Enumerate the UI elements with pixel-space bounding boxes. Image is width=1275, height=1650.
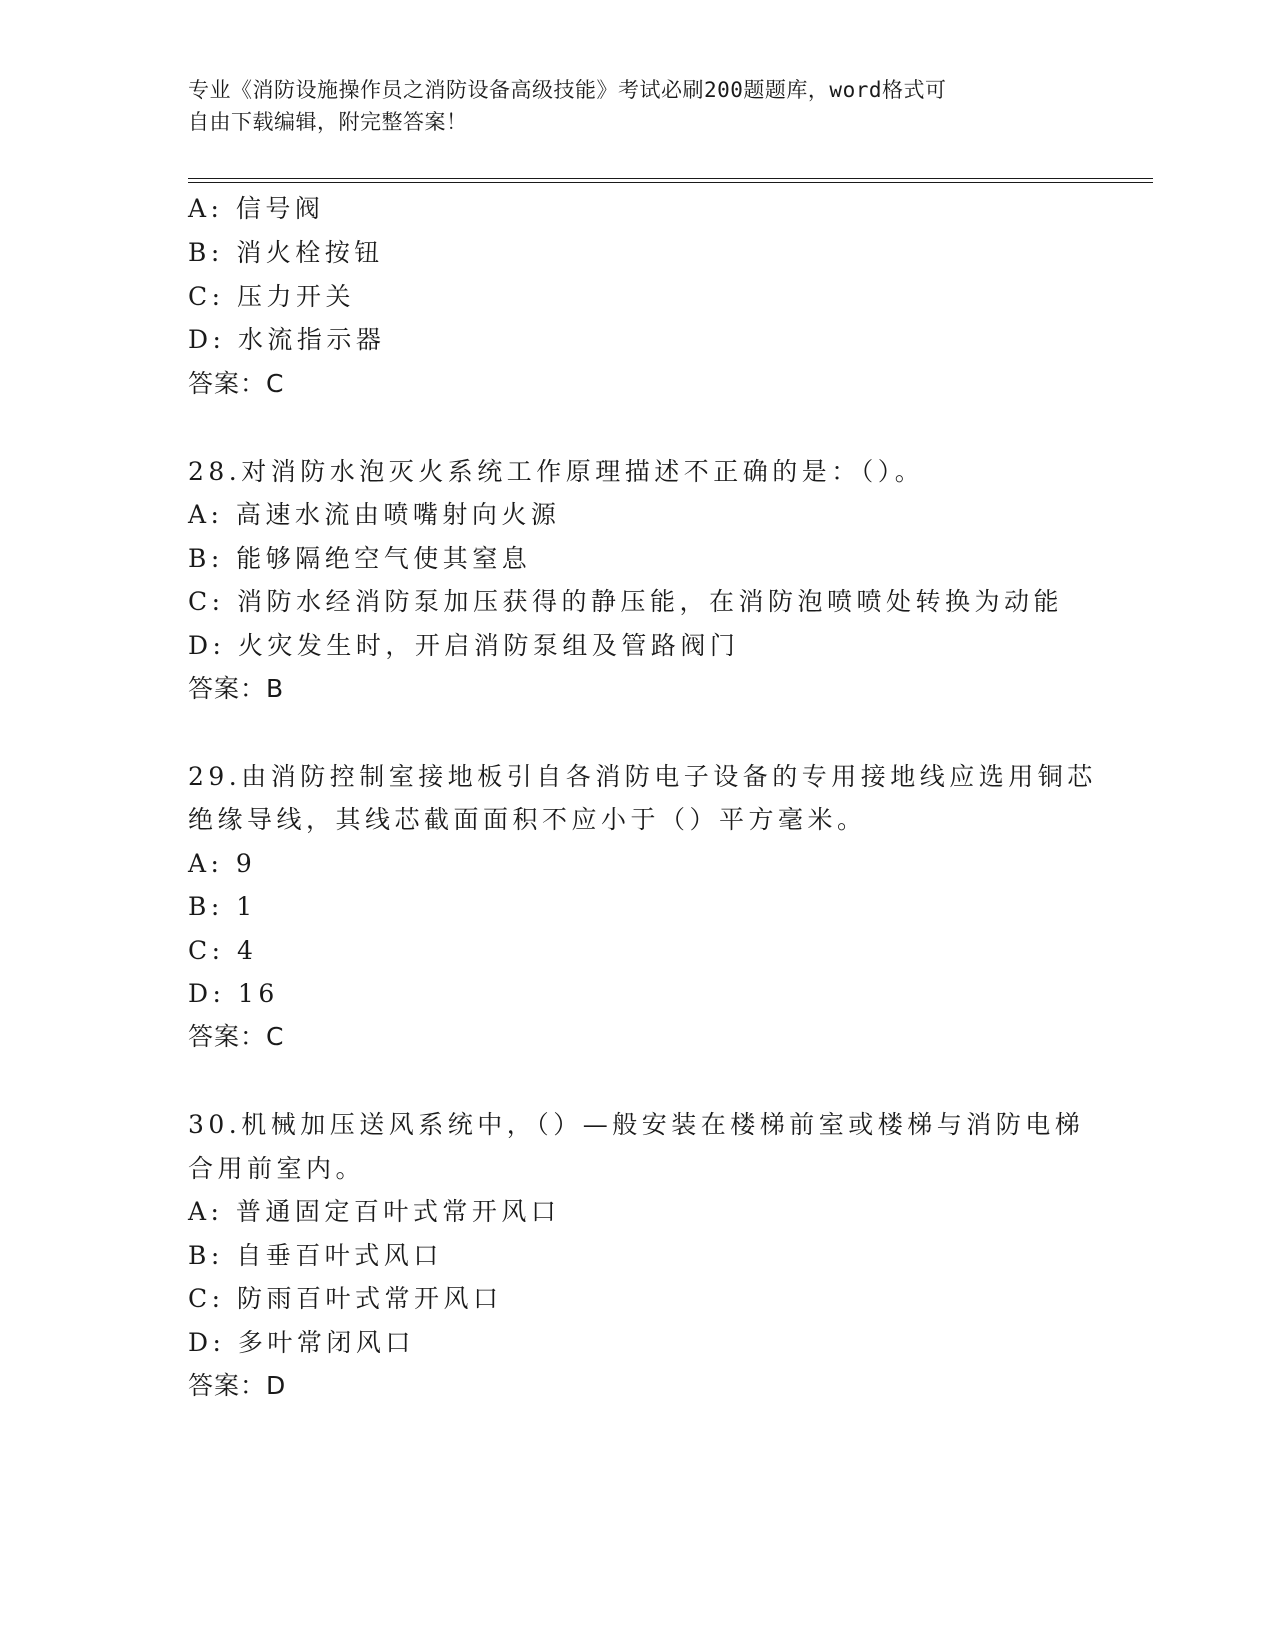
header-line-1: 专业《消防设施操作员之消防设备高级技能》考试必刷200题题库，word格式可 (188, 78, 947, 102)
option-c: C: 消防水经消防泵加压获得的静压能，在消防泡喷喷处转换为动能 (188, 587, 1064, 616)
header-divider-bottom (188, 182, 1153, 183)
question-stem: 29.由消防控制室接地板引自各消防电子设备的专用接地线应选用铜芯 (188, 762, 1097, 791)
option-a: A: 9 (188, 849, 257, 878)
option-a: A: 信号阀 (188, 194, 325, 223)
question-stem-continued: 合用前室内。 (188, 1154, 366, 1183)
header-divider-top (188, 178, 1153, 179)
option-d: D: 多叶常闭风口 (188, 1328, 415, 1357)
option-b: B: 自垂百叶式风口 (188, 1241, 443, 1270)
option-c: C: 压力开关 (188, 282, 355, 311)
question-stem: 28.对消防水泡灭火系统工作原理描述不正确的是：（）。 (188, 457, 925, 486)
question-stem-continued: 绝缘导线，其线芯截面面积不应小于（）平方毫米。 (188, 805, 867, 834)
answer: 答案：C (188, 369, 285, 398)
option-d: D: 水流指示器 (188, 325, 386, 354)
option-c: C: 4 (188, 936, 258, 965)
answer: 答案：D (188, 1371, 287, 1400)
option-b: B: 1 (188, 892, 257, 921)
document-header (188, 74, 1068, 138)
answer: 答案：C (188, 1022, 285, 1051)
header-line-2: 自由下载编辑，附完整答案！ (188, 110, 468, 134)
option-b: B: 能够隔绝空气使其窒息 (188, 544, 532, 573)
option-d: D: 16 (188, 979, 279, 1008)
answer: 答案：B (188, 674, 285, 703)
option-c: C: 防雨百叶式常开风口 (188, 1284, 503, 1313)
question-stem: 30.机械加压送风系统中，（）—般安装在楼梯前室或楼梯与消防电梯 (188, 1110, 1085, 1139)
option-d: D: 火灾发生时，开启消防泵组及管路阀门 (188, 631, 740, 660)
option-b: B: 消火栓按钮 (188, 238, 384, 267)
option-a: A: 普通固定百叶式常开风口 (188, 1197, 561, 1226)
option-a: A: 高速水流由喷嘴射向火源 (188, 500, 561, 529)
